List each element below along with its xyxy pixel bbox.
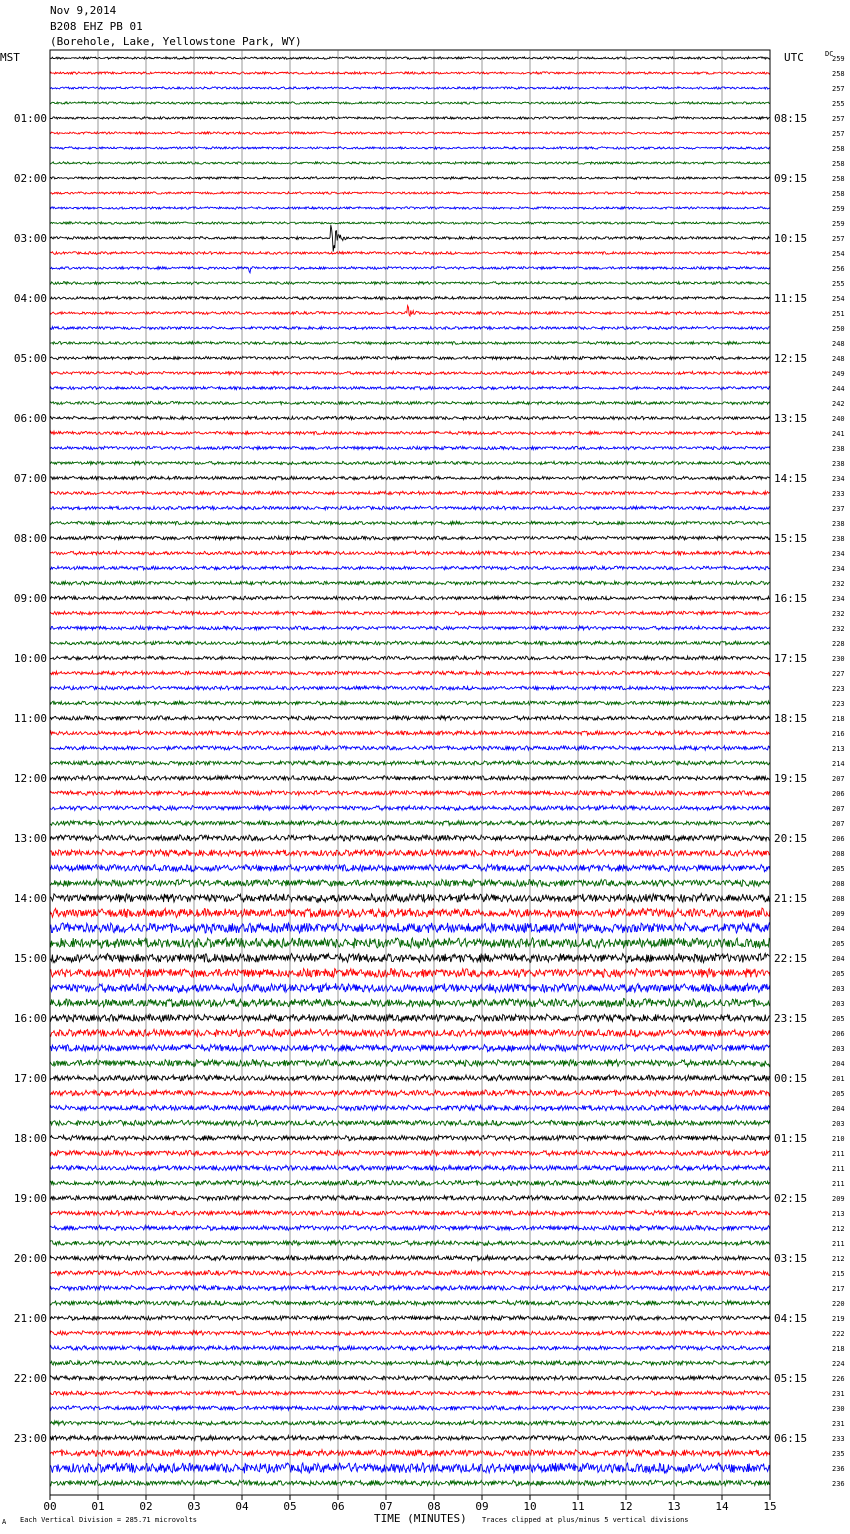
trace-row-22 [50, 386, 770, 389]
dc-offset-label: 232 [832, 610, 845, 618]
trace-row-55 [50, 879, 770, 886]
x-tick-label: 12 [619, 1500, 633, 1513]
trace-row-53 [50, 850, 770, 857]
trace-row-16 [50, 296, 770, 299]
trace-row-17 [50, 306, 770, 316]
trace-row-12 [50, 225, 770, 252]
dc-offset-label: 234 [832, 595, 845, 603]
x-tick-label: 08 [427, 1500, 441, 1513]
dc-offset-label: 209 [832, 910, 845, 918]
trace-row-13 [50, 252, 770, 255]
left-timezone-label: MST [0, 51, 20, 64]
trace-row-57 [50, 908, 770, 918]
trace-row-47 [50, 761, 770, 765]
dc-offset-label: 258 [832, 190, 845, 198]
trace-row-10 [50, 207, 770, 210]
dc-offset-label: 234 [832, 565, 845, 573]
dc-offset-label: 255 [832, 280, 845, 288]
left-hour-label: 03:00 [13, 232, 47, 245]
trace-row-89 [50, 1391, 770, 1395]
dc-offset-label: 257 [832, 130, 845, 138]
dc-offset-label: 259 [832, 55, 845, 63]
trace-row-46 [50, 746, 770, 750]
trace-row-27 [50, 461, 770, 464]
trace-row-52 [50, 835, 770, 841]
trace-row-81 [50, 1270, 770, 1275]
dc-offset-label: 208 [832, 895, 845, 903]
trace-row-58 [50, 923, 770, 933]
left-hour-label: 12:00 [13, 772, 47, 785]
trace-row-90 [50, 1406, 770, 1410]
dc-offset-label: 254 [832, 295, 845, 303]
trace-row-33 [50, 551, 770, 555]
trace-row-60 [50, 953, 770, 963]
dc-offset-label: 228 [832, 640, 845, 648]
dc-offset-label: 215 [832, 1270, 845, 1278]
dc-offset-label: 238 [832, 460, 845, 468]
dc-offset-label: 255 [832, 100, 845, 108]
dc-offset-label: 212 [832, 1255, 845, 1263]
trace-row-71 [50, 1120, 770, 1126]
dc-offset-label: 204 [832, 1060, 845, 1068]
trace-row-65 [50, 1029, 770, 1037]
trace-row-75 [50, 1180, 770, 1185]
left-hour-label: 04:00 [13, 292, 47, 305]
trace-row-63 [50, 998, 770, 1007]
plot-frame [50, 50, 770, 1495]
dc-offset-label: 230 [832, 1405, 845, 1413]
trace-row-92 [50, 1435, 770, 1440]
trace-row-49 [50, 791, 770, 796]
trace-row-94 [50, 1463, 770, 1474]
dc-offset-label: 234 [832, 550, 845, 558]
trace-row-93 [50, 1450, 770, 1457]
dc-offset-label: 205 [832, 865, 845, 873]
scale-note: Each Vertical Division = 285.71 microvolts [20, 1516, 198, 1524]
trace-row-15 [50, 282, 770, 285]
dc-offset-label: 224 [832, 1360, 845, 1368]
left-hour-label: 18:00 [13, 1132, 47, 1145]
trace-row-51 [50, 821, 770, 826]
trace-row-84 [50, 1316, 770, 1321]
dc-offset-label: 244 [832, 385, 845, 393]
left-hour-label: 17:00 [13, 1072, 47, 1085]
trace-row-36 [50, 596, 770, 600]
x-tick-label: 11 [571, 1500, 585, 1513]
dc-offset-label: 207 [832, 775, 845, 783]
dc-offset-label: 236 [832, 1480, 845, 1488]
dc-offset-label: 256 [832, 265, 845, 273]
right-hour-label: 10:15 [774, 232, 808, 245]
dc-offset-label: 208 [832, 850, 845, 858]
trace-row-6 [50, 147, 770, 150]
trace-row-23 [50, 401, 770, 404]
left-hour-label: 05:00 [13, 352, 47, 365]
trace-row-91 [50, 1421, 770, 1425]
dc-offset-label: 234 [832, 475, 845, 483]
dc-offset-label: 209 [832, 1195, 845, 1203]
x-tick-label: 13 [667, 1500, 681, 1513]
dc-offset-label: 205 [832, 940, 845, 948]
dc-offset-label: 238 [832, 520, 845, 528]
trace-row-79 [50, 1241, 770, 1246]
dc-offset-label: 231 [832, 1420, 845, 1428]
trace-row-62 [50, 983, 770, 992]
left-hour-label: 10:00 [13, 652, 47, 665]
trace-row-21 [50, 371, 770, 374]
dc-offset-label: 227 [832, 670, 845, 678]
trace-row-48 [50, 776, 770, 781]
right-hour-label: 18:15 [774, 712, 808, 725]
right-hour-label: 14:15 [774, 472, 808, 485]
dc-offset-label: 237 [832, 505, 845, 513]
trace-row-87 [50, 1361, 770, 1366]
x-tick-label: 01 [91, 1500, 105, 1513]
left-hour-label: 07:00 [13, 472, 47, 485]
trace-row-74 [50, 1165, 770, 1170]
trace-row-76 [50, 1196, 770, 1201]
trace-row-5 [50, 132, 770, 135]
x-tick-label: 14 [715, 1500, 729, 1513]
dc-offset-label: 259 [832, 220, 845, 228]
trace-row-83 [50, 1301, 770, 1306]
left-hour-label: 20:00 [13, 1252, 47, 1265]
right-hour-label: 06:15 [774, 1432, 808, 1445]
dc-header-label: DC [825, 50, 834, 58]
dc-offset-label: 218 [832, 1345, 845, 1353]
trace-row-7 [50, 162, 770, 165]
dc-offset-label: 207 [832, 805, 845, 813]
trace-row-85 [50, 1331, 770, 1336]
dc-offset-label: 211 [832, 1165, 845, 1173]
x-tick-label: 03 [187, 1500, 201, 1513]
right-hour-label: 01:15 [774, 1132, 808, 1145]
right-timezone-label: UTC [784, 51, 804, 64]
left-hour-label: 11:00 [13, 712, 47, 725]
right-hour-label: 05:15 [774, 1372, 808, 1385]
dc-offset-label: 219 [832, 1315, 845, 1323]
footer-mark: A [2, 1518, 7, 1526]
dc-offset-label: 206 [832, 790, 845, 798]
trace-row-11 [50, 222, 770, 225]
dc-offset-label: 216 [832, 730, 845, 738]
x-tick-label: 06 [331, 1500, 345, 1513]
dc-offset-label: 218 [832, 715, 845, 723]
trace-row-66 [50, 1044, 770, 1051]
left-hour-label: 13:00 [13, 832, 47, 845]
dc-offset-label: 249 [832, 370, 845, 378]
dc-offset-label: 210 [832, 1135, 845, 1143]
dc-offset-label: 211 [832, 1240, 845, 1248]
dc-offset-label: 206 [832, 835, 845, 843]
trace-row-77 [50, 1211, 770, 1216]
trace-row-35 [50, 581, 770, 585]
trace-row-73 [50, 1150, 770, 1155]
trace-row-42 [50, 686, 770, 690]
right-hour-label: 23:15 [774, 1012, 808, 1025]
left-hour-label: 21:00 [13, 1312, 47, 1325]
chart-title-station: B208 EHZ PB 01 [50, 20, 143, 33]
dc-offset-label: 230 [832, 655, 845, 663]
dc-offset-label: 217 [832, 1285, 845, 1293]
trace-row-78 [50, 1226, 770, 1231]
dc-offset-label: 223 [832, 700, 845, 708]
dc-offset-label: 203 [832, 985, 845, 993]
trace-row-4 [50, 117, 770, 120]
dc-offset-label: 232 [832, 625, 845, 633]
right-hour-label: 20:15 [774, 832, 808, 845]
trace-row-86 [50, 1346, 770, 1351]
dc-offset-label: 238 [832, 535, 845, 543]
dc-offset-label: 258 [832, 70, 845, 78]
x-tick-label: 00 [43, 1500, 57, 1513]
dc-offset-label: 203 [832, 1045, 845, 1053]
trace-row-64 [50, 1014, 770, 1022]
dc-offset-label: 205 [832, 1090, 845, 1098]
left-hour-label: 15:00 [13, 952, 47, 965]
dc-offset-label: 232 [832, 580, 845, 588]
x-tick-label: 02 [139, 1500, 153, 1513]
dc-offset-label: 258 [832, 160, 845, 168]
trace-row-54 [50, 864, 770, 871]
trace-row-61 [50, 969, 770, 978]
trace-row-2 [50, 87, 770, 90]
dc-offset-label: 201 [832, 1075, 845, 1083]
dc-offset-label: 257 [832, 115, 845, 123]
x-tick-label: 10 [523, 1500, 537, 1513]
trace-row-18 [50, 327, 770, 330]
right-hour-label: 00:15 [774, 1072, 808, 1085]
right-hour-label: 19:15 [774, 772, 808, 785]
dc-offset-label: 241 [832, 430, 845, 438]
trace-row-29 [50, 491, 770, 495]
dc-offset-label: 240 [832, 415, 845, 423]
trace-row-19 [50, 342, 770, 345]
left-hour-label: 01:00 [13, 112, 47, 125]
trace-row-68 [50, 1075, 770, 1081]
left-hour-label: 02:00 [13, 172, 47, 185]
dc-offset-label: 258 [832, 145, 845, 153]
right-hour-label: 09:15 [774, 172, 808, 185]
trace-row-0 [50, 57, 770, 60]
axis-labels [14, 55, 845, 1513]
trace-row-25 [50, 431, 770, 434]
x-tick-label: 15 [763, 1500, 777, 1513]
dc-offset-label: 235 [832, 1450, 845, 1458]
dc-offset-label: 231 [832, 1390, 845, 1398]
dc-offset-label: 205 [832, 970, 845, 978]
dc-offset-label: 211 [832, 1180, 845, 1188]
trace-row-72 [50, 1135, 770, 1140]
dc-offset-label: 248 [832, 355, 845, 363]
right-hour-label: 21:15 [774, 892, 808, 905]
dc-offset-label: 212 [832, 1225, 845, 1233]
trace-row-32 [50, 536, 770, 540]
trace-row-3 [50, 102, 770, 104]
trace-row-28 [50, 476, 770, 480]
x-tick-label: 05 [283, 1500, 297, 1513]
dc-offset-label: 222 [832, 1330, 845, 1338]
x-tick-label: 07 [379, 1500, 393, 1513]
trace-row-59 [50, 938, 770, 949]
trace-group [50, 57, 770, 1486]
left-hour-label: 09:00 [13, 592, 47, 605]
right-hour-label: 15:15 [774, 532, 808, 545]
dc-offset-label: 248 [832, 340, 845, 348]
dc-offset-label: 213 [832, 1210, 845, 1218]
dc-offset-label: 213 [832, 745, 845, 753]
left-hour-label: 22:00 [13, 1372, 47, 1385]
dc-offset-label: 208 [832, 880, 845, 888]
right-hour-label: 04:15 [774, 1312, 808, 1325]
dc-offset-label: 258 [832, 175, 845, 183]
right-hour-label: 22:15 [774, 952, 808, 965]
dc-offset-label: 233 [832, 1435, 845, 1443]
dc-offset-label: 223 [832, 685, 845, 693]
trace-row-31 [50, 521, 770, 525]
right-hour-label: 02:15 [774, 1192, 808, 1205]
trace-row-30 [50, 506, 770, 510]
trace-row-67 [50, 1060, 770, 1067]
left-hour-label: 23:00 [13, 1432, 47, 1445]
trace-row-34 [50, 566, 770, 570]
trace-row-39 [50, 641, 770, 645]
right-hour-label: 13:15 [774, 412, 808, 425]
dc-offset-label: 233 [832, 490, 845, 498]
left-hour-label: 19:00 [13, 1192, 47, 1205]
left-hour-label: 08:00 [13, 532, 47, 545]
right-hour-label: 03:15 [774, 1252, 808, 1265]
dc-offset-label: 254 [832, 250, 845, 258]
x-tick-label: 04 [235, 1500, 249, 1513]
dc-offset-label: 226 [832, 1375, 845, 1383]
chart-title-date: Nov 9,2014 [50, 4, 117, 17]
right-hour-label: 17:15 [774, 652, 808, 665]
trace-row-56 [50, 894, 770, 903]
trace-row-38 [50, 626, 770, 630]
dc-offset-label: 203 [832, 1000, 845, 1008]
trace-row-37 [50, 611, 770, 615]
trace-row-70 [50, 1105, 770, 1111]
right-hour-label: 16:15 [774, 592, 808, 605]
left-hour-label: 06:00 [13, 412, 47, 425]
dc-offset-label: 205 [832, 1015, 845, 1023]
dc-offset-label: 204 [832, 955, 845, 963]
trace-row-8 [50, 177, 770, 180]
chart-title-location: (Borehole, Lake, Yellowstone Park, WY) [50, 35, 302, 48]
trace-row-88 [50, 1376, 770, 1380]
dc-offset-label: 211 [832, 1150, 845, 1158]
trace-row-95 [50, 1480, 770, 1486]
trace-row-40 [50, 656, 770, 660]
trace-row-26 [50, 446, 770, 449]
dc-offset-label: 214 [832, 760, 845, 768]
trace-row-20 [50, 356, 770, 359]
dc-offset-label: 204 [832, 925, 845, 933]
dc-offset-label: 257 [832, 85, 845, 93]
trace-row-41 [50, 671, 770, 675]
dc-offset-label: 242 [832, 400, 845, 408]
clip-note: Traces clipped at plus/minus 5 vertical divisions [482, 1516, 689, 1524]
x-axis-title: TIME (MINUTES) [374, 1512, 467, 1525]
dc-offset-label: 206 [832, 1030, 845, 1038]
x-tick-label: 09 [475, 1500, 489, 1513]
trace-row-80 [50, 1256, 770, 1261]
grid-lines [50, 50, 770, 1495]
dc-offset-label: 220 [832, 1300, 845, 1308]
trace-row-45 [50, 731, 770, 736]
right-hour-label: 12:15 [774, 352, 808, 365]
left-hour-label: 16:00 [13, 1012, 47, 1025]
trace-row-44 [50, 716, 770, 720]
trace-row-50 [50, 806, 770, 811]
trace-row-43 [50, 701, 770, 705]
trace-row-14 [50, 267, 770, 273]
dc-offset-label: 236 [832, 1465, 845, 1473]
dc-offset-label: 203 [832, 1120, 845, 1128]
dc-offset-label: 238 [832, 445, 845, 453]
dc-offset-label: 204 [832, 1105, 845, 1113]
dc-offset-label: 259 [832, 205, 845, 213]
right-hour-label: 11:15 [774, 292, 808, 305]
dc-offset-label: 207 [832, 820, 845, 828]
trace-row-9 [50, 192, 770, 195]
left-hour-label: 14:00 [13, 892, 47, 905]
trace-row-82 [50, 1286, 770, 1291]
dc-offset-label: 257 [832, 235, 845, 243]
right-hour-label: 08:15 [774, 112, 808, 125]
trace-row-1 [50, 72, 770, 74]
trace-row-24 [50, 416, 770, 419]
dc-offset-label: 250 [832, 325, 845, 333]
dc-offset-label: 251 [832, 310, 845, 318]
trace-row-69 [50, 1090, 770, 1096]
